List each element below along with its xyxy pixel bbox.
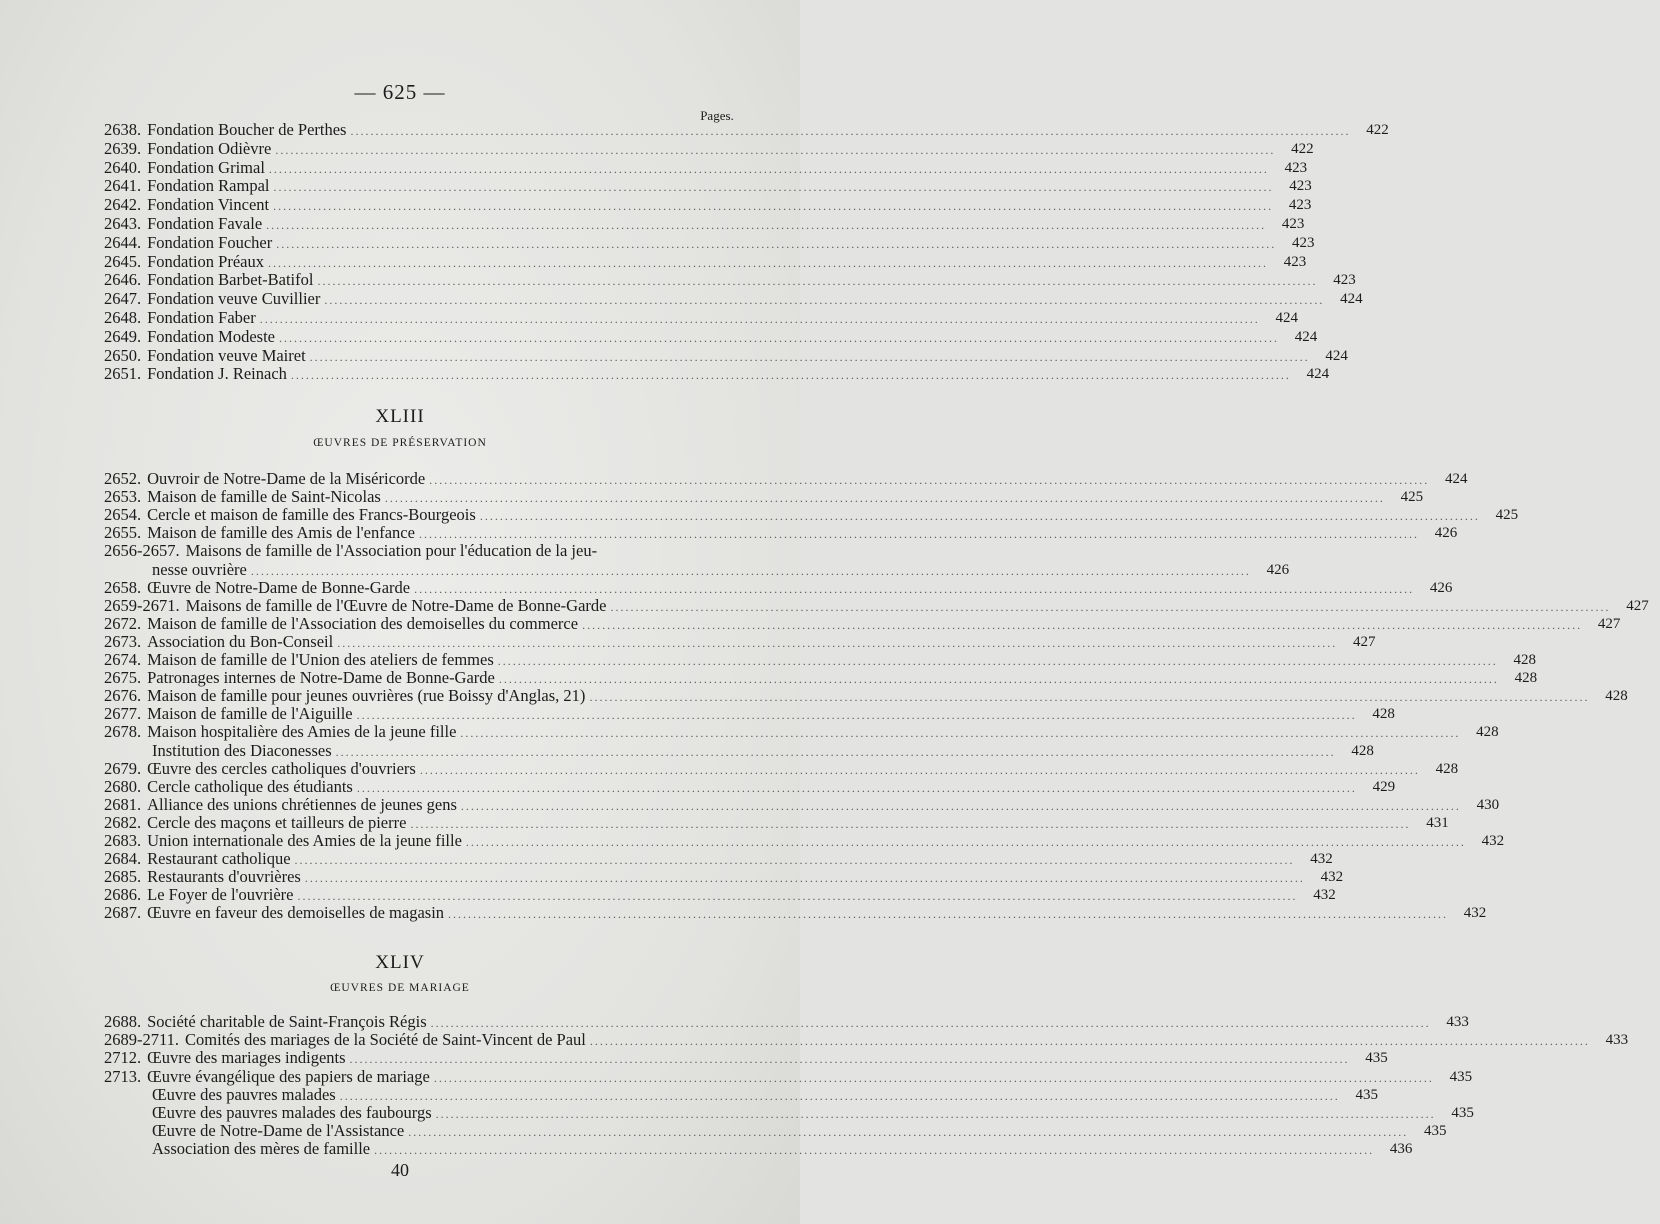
entry-number: 2684.	[104, 849, 142, 869]
entry-number: 2681.	[104, 794, 142, 814]
entry-page-number: 433	[1446, 1014, 1469, 1030]
index-entry	[104, 613, 1621, 634]
entry-title: Œuvre évangélique des papiers de mariage	[147, 1066, 430, 1086]
entry-number: 2659-2671.	[104, 595, 180, 615]
dot-leader: ........................................................................................................................................................................................................	[290, 368, 1291, 383]
dot-leader: ........................................................................................................................................................................................................	[589, 690, 1590, 705]
dot-leader: ........................................................................................................................................................................................................	[414, 581, 1415, 596]
entry-page-number: 432	[1320, 869, 1344, 886]
entry-page-number: 436	[1389, 1141, 1413, 1158]
entry-title: Œuvre des mariages indigents	[147, 1048, 346, 1068]
dot-leader: ........................................................................................................................................................................................................	[410, 816, 1411, 831]
entry-number: 2651.	[104, 364, 142, 384]
index-entry	[104, 1012, 1469, 1032]
entry-page-number: 433	[1605, 1032, 1629, 1049]
entry-title: Restaurants d'ouvrières	[147, 867, 301, 887]
entry-number: 2680.	[104, 776, 142, 796]
entry-number: 2639.	[104, 138, 142, 158]
entry-title: Cercle et maison de famille des Francs-Bourgeois	[147, 505, 476, 525]
dot-leader: ........................................................................................................................................................................................................	[337, 635, 1338, 650]
entry-number: 2712.	[104, 1048, 142, 1068]
dot-leader: ........................................................................................................................................................................................................	[582, 617, 1583, 632]
entry-page-number: 424	[1340, 291, 1363, 308]
entry-page-number: 431	[1426, 814, 1449, 831]
dot-leader: ........................................................................................................................................................................................................	[349, 1052, 1350, 1067]
dot-leader: ........................................................................................................................................................................................................	[268, 255, 1268, 270]
index-entry	[104, 541, 740, 561]
index-entry	[104, 251, 1307, 272]
entry-page-number: 424	[1444, 471, 1468, 487]
entry-page-number: 423	[1333, 272, 1356, 289]
entry-title: Fondation Faber	[147, 308, 256, 327]
entry-title: Œuvre en faveur des demoiselles de magasin	[147, 903, 445, 923]
dot-leader: ........................................................................................................................................................................................................	[419, 762, 1420, 777]
entry-number: 2675.	[104, 668, 142, 688]
signature-mark: 40	[391, 1160, 409, 1180]
entry-page-number: 430	[1476, 796, 1500, 813]
entry-title: Maison de famille de Saint-Nicolas	[147, 487, 381, 507]
entry-title: Fondation J. Reinach	[147, 364, 287, 384]
entry-number: 2679.	[104, 758, 142, 778]
dot-leader: ........................................................................................................................................................................................................	[374, 1143, 1375, 1158]
entry-title: Œuvre de Notre-Dame de Bonne-Garde	[147, 577, 411, 597]
index-entry	[104, 776, 1396, 797]
index-entry	[104, 505, 1519, 525]
entry-title: Maison de famille de l'Aiguille	[147, 704, 353, 724]
index-entry	[104, 794, 1500, 815]
entry-page-number: 424	[1306, 366, 1330, 383]
index-entry	[104, 308, 1298, 328]
entry-page-number: 435	[1449, 1068, 1473, 1085]
index-entry	[104, 1048, 1388, 1068]
dot-leader: ........................................................................................................................................................................................................	[275, 142, 1276, 157]
entry-page-number: 422	[1366, 122, 1389, 138]
entry-page-number: 426	[1266, 561, 1290, 578]
dot-leader: ........................................................................................................................................................................................................	[279, 330, 1279, 345]
entry-page-number: 426	[1434, 525, 1458, 542]
entry-number: 2686.	[104, 885, 142, 905]
dot-leader: ........................................................................................................................................................................................................	[356, 708, 1357, 723]
index-entry	[104, 704, 1395, 724]
entry-page-number: 435	[1423, 1123, 1447, 1140]
entry-title: Œuvre des cercles catholiques d'ouvriers	[147, 758, 416, 778]
dot-leader: ........................................................................................................................................................................................................	[317, 274, 1318, 289]
index-entry	[104, 1066, 1473, 1087]
dot-leader: ........................................................................................................................................................................................................	[339, 1088, 1340, 1103]
entry-title: Société charitable de Saint-François Régis	[147, 1012, 427, 1031]
entry-page-number: 428	[1605, 688, 1628, 705]
index-entry	[152, 1084, 1378, 1105]
entry-title: Association du Bon-Conseil	[147, 631, 334, 651]
entry-title: Fondation Vincent	[147, 195, 270, 215]
section-title-preservation: ŒUVRES DE PRÉSERVATION	[313, 437, 487, 449]
index-entry	[104, 138, 1314, 159]
entry-number: 2656-2657.	[104, 541, 180, 561]
entry-title: Fondation Barbet-Batifol	[147, 270, 314, 290]
dot-leader: ........................................................................................................................................................................................................	[350, 124, 1351, 138]
entry-page-number: 435	[1365, 1050, 1388, 1067]
dot-leader: ........................................................................................................................................................................................................	[304, 871, 1305, 886]
dot-leader: ........................................................................................................................................................................................................	[610, 599, 1611, 614]
entry-title: Union internationale des Amies de la jeune fille	[147, 831, 462, 850]
dot-leader: ........................................................................................................................................................................................................	[430, 1016, 1431, 1030]
dot-leader: ........................................................................................................................................................................................................	[435, 1107, 1436, 1121]
entry-page-number: 424	[1325, 347, 1348, 364]
index-entry	[104, 120, 1389, 140]
entry-title: Maison hospitalière des Amies de la jeune fille	[147, 722, 457, 742]
entry-title: Association des mères de famille	[152, 1139, 371, 1159]
entry-title: Alliance des unions chrétiennes de jeunes gens	[147, 794, 457, 814]
dot-leader: ........................................................................................................................................................................................................	[273, 199, 1274, 214]
dot-leader: ........................................................................................................................................................................................................	[408, 1125, 1409, 1140]
index-entry	[104, 523, 1458, 543]
index-entry	[104, 668, 1538, 688]
dot-leader: ........................................................................................................................................................................................................	[268, 161, 1269, 176]
index-entry	[104, 270, 1356, 290]
entry-number: 2645.	[104, 251, 142, 271]
entry-page-number: 423	[1281, 216, 1305, 232]
entry-title: Fondation Grimal	[147, 157, 265, 177]
entry-title: Maison de famille de l'Union des ateliers de femmes	[147, 650, 494, 669]
entry-title: Maison de famille pour jeunes ouvrières (rue Boissy d'Anglas, 21)	[147, 686, 586, 706]
index-entry	[104, 214, 1305, 234]
entry-number: 2648.	[104, 308, 142, 327]
index-entry	[152, 1103, 1474, 1123]
entry-number: 2654.	[104, 505, 142, 525]
entry-page-number: 425	[1400, 489, 1424, 506]
entry-page-number: 422	[1291, 140, 1314, 157]
dot-leader: ........................................................................................................................................................................................................	[335, 744, 1336, 759]
entry-title: Maison de famille des Amis de l'enfance	[147, 523, 415, 543]
entry-page-number: 427	[1352, 633, 1376, 650]
entry-number: 2677.	[104, 704, 142, 724]
entry-number: 2642.	[104, 195, 142, 215]
index-entry	[152, 559, 1290, 580]
index-entry	[104, 232, 1315, 253]
section-title-mariage: ŒUVRES DE MARIAGE	[330, 982, 470, 994]
entry-title: Comités des mariages de la Société de Saint-Vincent de Paul	[185, 1030, 586, 1050]
entry-title: Cercle des maçons et tailleurs de pierre	[147, 812, 407, 832]
entry-page-number: 423	[1284, 159, 1308, 176]
entry-number: 2638.	[104, 120, 142, 139]
entry-number: 2713.	[104, 1066, 142, 1086]
index-entry	[104, 885, 1336, 905]
entry-title: Fondation Foucher	[147, 232, 273, 252]
dot-leader: ........................................................................................................................................................................................................	[266, 218, 1267, 232]
dot-leader: ........................................................................................................................................................................................................	[259, 312, 1260, 326]
entry-number: 2685.	[104, 867, 142, 887]
entry-number: 2689-2711.	[104, 1030, 180, 1050]
index-entry	[104, 195, 1312, 215]
dot-leader: ........................................................................................................................................................................................................	[273, 180, 1274, 195]
entry-title: Fondation Rampal	[147, 176, 270, 196]
entry-number: 2646.	[104, 270, 142, 290]
dot-leader: ........................................................................................................................................................................................................	[324, 293, 1325, 308]
index-entry	[104, 345, 1348, 366]
section-number-xliv: XLIV	[375, 952, 425, 973]
dot-leader: ........................................................................................................................................................................................................	[448, 907, 1449, 922]
entry-title: Maison de famille de l'Association des demoiselles du commerce	[147, 613, 579, 633]
entry-page-number: 423	[1292, 234, 1315, 251]
entry-title: Restaurant catholique	[147, 849, 291, 869]
entry-page-number: 428	[1476, 724, 1499, 741]
entry-page-number: 428	[1513, 652, 1536, 668]
entry-number: 2682.	[104, 812, 142, 832]
index-entry	[104, 812, 1449, 833]
index-entry	[104, 157, 1308, 178]
index-entry	[104, 595, 1649, 616]
dot-leader: ........................................................................................................................................................................................................	[276, 236, 1277, 251]
entry-page-number: 428	[1514, 670, 1538, 687]
entry-page-number: 423	[1283, 253, 1307, 270]
entry-title: Ouvroir de Notre-Dame de la Miséricorde	[147, 469, 426, 488]
entry-page-number: 423	[1289, 178, 1312, 195]
index-entry	[104, 469, 1468, 489]
dot-leader: ........................................................................................................................................................................................................	[356, 780, 1357, 795]
entry-page-number: 425	[1495, 507, 1519, 524]
entry-number: 2655.	[104, 523, 142, 543]
index-entry	[104, 686, 1628, 706]
entry-number: 2673.	[104, 631, 142, 651]
entry-title: Maisons de famille de l'Œuvre de Notre-Dame de Bonne-Garde	[185, 595, 607, 615]
entry-title: Cercle catholique des étudiants	[147, 776, 353, 796]
dot-leader: ........................................................................................................................................................................................................	[479, 509, 1480, 524]
index-entry	[152, 1121, 1447, 1141]
entry-number: 2683.	[104, 831, 142, 850]
entry-number: 2650.	[104, 345, 142, 365]
entry-title: Fondation veuve Cuvillier	[147, 289, 321, 309]
entry-page-number: 428	[1351, 742, 1374, 759]
entry-number: 2647.	[104, 289, 142, 309]
dot-leader: ........................................................................................................................................................................................................	[465, 835, 1466, 849]
index-entry	[104, 364, 1330, 384]
entry-title: Fondation Préaux	[147, 251, 264, 271]
entry-number: 2672.	[104, 613, 142, 633]
index-entry	[152, 740, 1374, 761]
entry-number: 2649.	[104, 326, 142, 346]
entry-title: Le Foyer de l'ouvrière	[147, 885, 294, 905]
dot-leader: ........................................................................................................................................................................................................	[460, 726, 1461, 741]
entry-title: Fondation Favale	[147, 214, 263, 233]
index-entry	[104, 577, 1453, 598]
entry-title: Fondation Odièvre	[147, 138, 272, 158]
index-entry	[104, 849, 1333, 869]
index-entry	[104, 722, 1499, 742]
entry-title: Œuvre de Notre-Dame de l'Assistance	[152, 1121, 405, 1141]
entry-number: 2643.	[104, 214, 142, 233]
entry-page-number: 427	[1626, 597, 1649, 614]
entry-number: 2644.	[104, 232, 142, 252]
section-number-xliii: XLIII	[375, 406, 425, 427]
entry-page-number: 424	[1275, 310, 1298, 326]
index-entry	[104, 1030, 1629, 1050]
dot-leader: ........................................................................................................................................................................................................	[384, 491, 1385, 506]
entry-page-number: 432	[1481, 833, 1505, 849]
entry-page-number: 428	[1435, 760, 1459, 777]
index-entry	[104, 903, 1487, 923]
index-entry	[104, 289, 1363, 309]
entry-title: Maisons de famille de l'Association pour l'éducation de la jeu-	[185, 541, 598, 561]
entry-number: 2678.	[104, 722, 142, 742]
dot-leader: ........................................................................................................................................................................................................	[250, 563, 1251, 578]
dot-leader: ........................................................................................................................................................................................................	[429, 473, 1430, 487]
dot-leader: ........................................................................................................................................................................................................	[294, 853, 1295, 868]
entry-number: 2653.	[104, 487, 142, 507]
dot-leader: ........................................................................................................................................................................................................	[498, 672, 1499, 687]
index-entry	[104, 650, 1536, 670]
entry-page-number: 432	[1313, 887, 1336, 904]
entry-number: 2674.	[104, 650, 142, 669]
dot-leader: ........................................................................................................................................................................................................	[589, 1034, 1590, 1049]
entry-title: nesse ouvrière	[152, 559, 247, 579]
entry-page-number: 428	[1372, 706, 1395, 723]
entry-number: 2658.	[104, 577, 142, 597]
entry-title: Fondation veuve Mairet	[147, 345, 306, 365]
index-entry	[104, 176, 1312, 196]
entry-number: 2676.	[104, 686, 142, 706]
dot-leader: ........................................................................................................................................................................................................	[418, 527, 1419, 542]
entry-title: Fondation Boucher de Perthes	[147, 120, 347, 139]
entry-page-number: 435	[1451, 1105, 1474, 1121]
entry-page-number: 426	[1429, 579, 1453, 596]
entry-title: Œuvre des pauvres malades des faubourgs	[152, 1103, 432, 1122]
index-entry	[104, 831, 1505, 851]
dot-leader: ........................................................................................................................................................................................................	[297, 889, 1298, 904]
entry-page-number: 423	[1288, 197, 1312, 214]
dot-leader: ........................................................................................................................................................................................................	[497, 654, 1498, 668]
dot-leader: ........................................................................................................................................................................................................	[460, 798, 1461, 813]
entry-title: Patronages internes de Notre-Dame de Bonne-Garde	[147, 668, 495, 688]
dot-leader: ........................................................................................................................................................................................................	[433, 1070, 1434, 1085]
entry-title: Institution des Diaconesses	[152, 740, 332, 760]
entry-page-number: 427	[1597, 615, 1621, 632]
entry-number: 2688.	[104, 1012, 142, 1031]
index-entry	[104, 867, 1344, 887]
index-entry	[152, 1139, 1413, 1159]
entry-number: 2687.	[104, 903, 142, 923]
page-number-header: — 625 —	[354, 80, 446, 104]
index-entry	[104, 487, 1424, 507]
entry-page-number: 432	[1310, 851, 1333, 868]
entry-number: 2641.	[104, 176, 142, 196]
entry-title: Œuvre des pauvres malades	[152, 1084, 336, 1104]
entry-title: Fondation Modeste	[147, 326, 275, 346]
entry-page-number: 432	[1463, 905, 1487, 922]
entry-page-number: 435	[1355, 1086, 1378, 1103]
pages-column-header: Pages.	[700, 108, 734, 123]
dot-leader: ........................................................................................................................................................................................................	[309, 349, 1310, 364]
entry-number: 2640.	[104, 157, 142, 177]
entry-page-number: 424	[1294, 328, 1318, 345]
index-entry	[104, 326, 1318, 347]
entry-page-number: 429	[1372, 778, 1396, 795]
entry-number: 2652.	[104, 469, 142, 488]
index-entry	[104, 758, 1459, 779]
index-entry	[104, 631, 1376, 652]
